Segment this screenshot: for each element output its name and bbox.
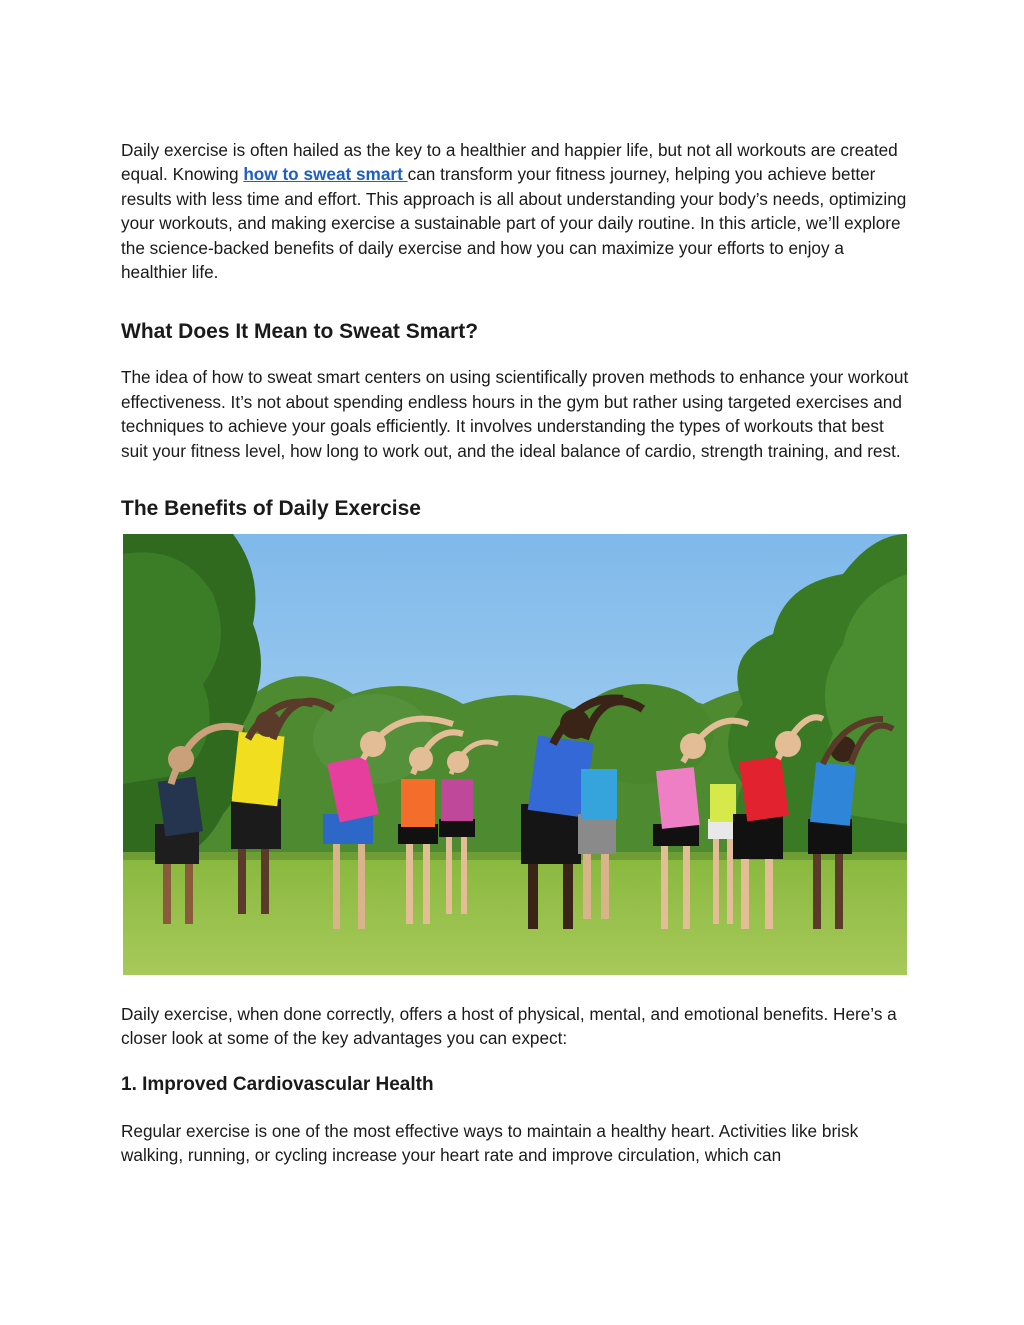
cardiovascular-paragraph: Regular exercise is one of the most effective ways to maintain a healthy heart. Activities like brisk walking, running, or cycling increase your heart rate and improve circulation, which can [121, 1120, 859, 1166]
heading-benefits: The Benefits of Daily Exercise [121, 497, 421, 521]
benefits-paragraph: Daily exercise, when done correctly, offers a host of physical, mental, and emotional benefits. Here’s a closer look at some of the key advantages you can expect: [121, 1004, 897, 1049]
intro-text-after-link: can transform your fitness journey, helping you achieve better results with less time and effort. This approach is all about understanding your body’s needs, optimizing your workouts, and making exercise a sustainable part of your daily routine. In this article, we’ll explore the science-backed benefits of daily exercise and how you can maximize your efforts to enjoy a healthier life. [121, 164, 907, 283]
intro-text-before-link: Daily exercise is often hailed as the key to a healthier and happier life, but not all workouts are created equal. Knowing [121, 140, 898, 185]
sweat-smart-paragraph: The idea of how to sweat smart centers on using scientifically proven methods to enhance your workout effectiveness. It’s not about spending endless hours in the gym but rather using targeted exercises and techniques to achieve your goals efficiently. It involves understanding the types of workouts that best suit your fitness level, how long to work out, and the ideal balance of cardio, strength training, and rest. [121, 367, 909, 461]
heading-cardiovascular-health: 1. Improved Cardiovascular Health [121, 1073, 434, 1095]
intro-paragraph [121, 138, 911, 284]
exercise-photo-illustration [123, 534, 907, 975]
exercise-group-photo [123, 534, 907, 975]
heading-sweat-smart: What Does It Mean to Sweat Smart? [121, 320, 479, 344]
how-to-sweat-smart-link[interactable]: how to sweat smart [243, 164, 408, 185]
article [121, 138, 911, 1168]
